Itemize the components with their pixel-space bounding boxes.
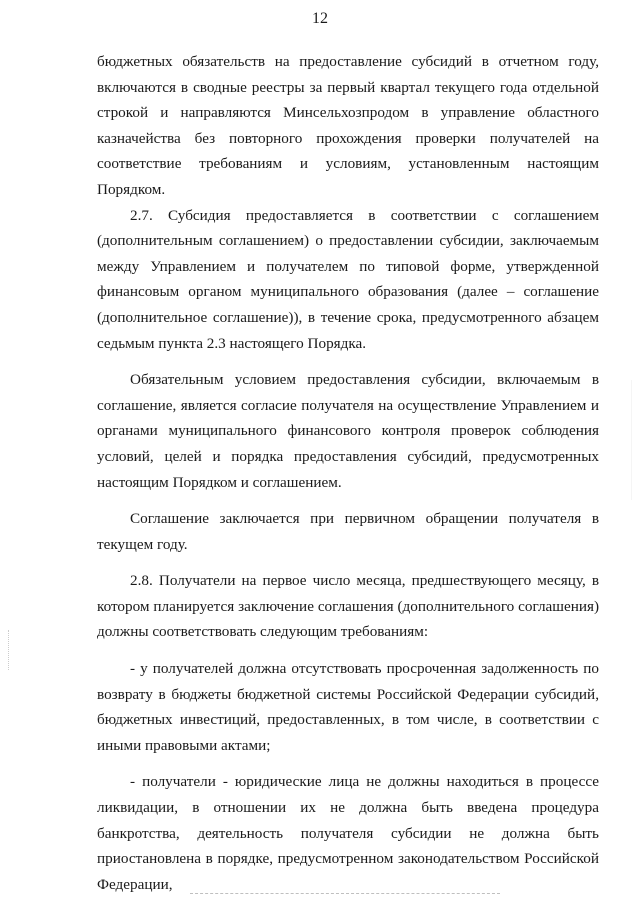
paragraph-requirement-liquidation: - получатели - юридические лица не должны находиться в процессе ликвидации, в отношении их не должна быть введена процедура банкротства, деятельность получателя субсидии не должна быть приостановлена в порядке, предусмотренном законодательством Российской Федерации, <box>97 773 599 893</box>
paragraph-requirement-debt: - у получателей должна отсутствовать просроченная задолженность по возврату в бюджеты бюджетной системы Российской Федерации субсидий, бюджетных инвестиций, предоставленных, в том числе, в соответствии с иными правовыми актами; <box>97 660 599 754</box>
paragraph-continuation: бюджетных обязательств на предоставление субсидий в отчетном году, включаются в сводные реестры за первый квартал текущего года отдельной строкой и направляются Минсельхозпродом в управление областного казначейства без повторного прохождения проверки получателей на соответствие требованиям и условиям, установленным настоящим Порядком. <box>97 53 599 198</box>
scan-bottom-mark <box>190 893 500 895</box>
document-body <box>97 49 599 897</box>
scan-left-mark <box>8 630 10 670</box>
paragraph-clause-2-7: 2.7. Субсидия предоставляется в соответствии с соглашением (дополнительным соглашением) о предоставлении субсидии, заключаемым между Управлением и получателем по типовой форме, утвержденной финансовым органом муниципального образования (далее – соглашение (дополнительное соглашение)), в течение срока, предусмотренного абзацем седьмым пункта 2.3 настоящего Порядка. <box>97 206 599 352</box>
page-number: 12 <box>312 10 328 27</box>
paragraph-agreement-concluded: Соглашение заключается при первичном обращении получателя в текущем году. <box>97 510 599 553</box>
paragraph-mandatory-condition: Обязательным условием предоставления субсидии, включаемым в соглашение, является согласие получателя на осуществление Управлением и органами муниципального финансового контроля проверок соблюдения условий, целей и порядка предоставления субсидий, предусмотренных настоящим Порядком и соглашением. <box>97 371 599 491</box>
scan-edge-mark <box>631 380 632 500</box>
paragraph-clause-2-8: 2.8. Получатели на первое число месяца, предшествующего месяцу, в котором планируется заключение соглашения (дополнительного соглашения) должны соответствовать следующим требованиям: <box>97 572 599 641</box>
